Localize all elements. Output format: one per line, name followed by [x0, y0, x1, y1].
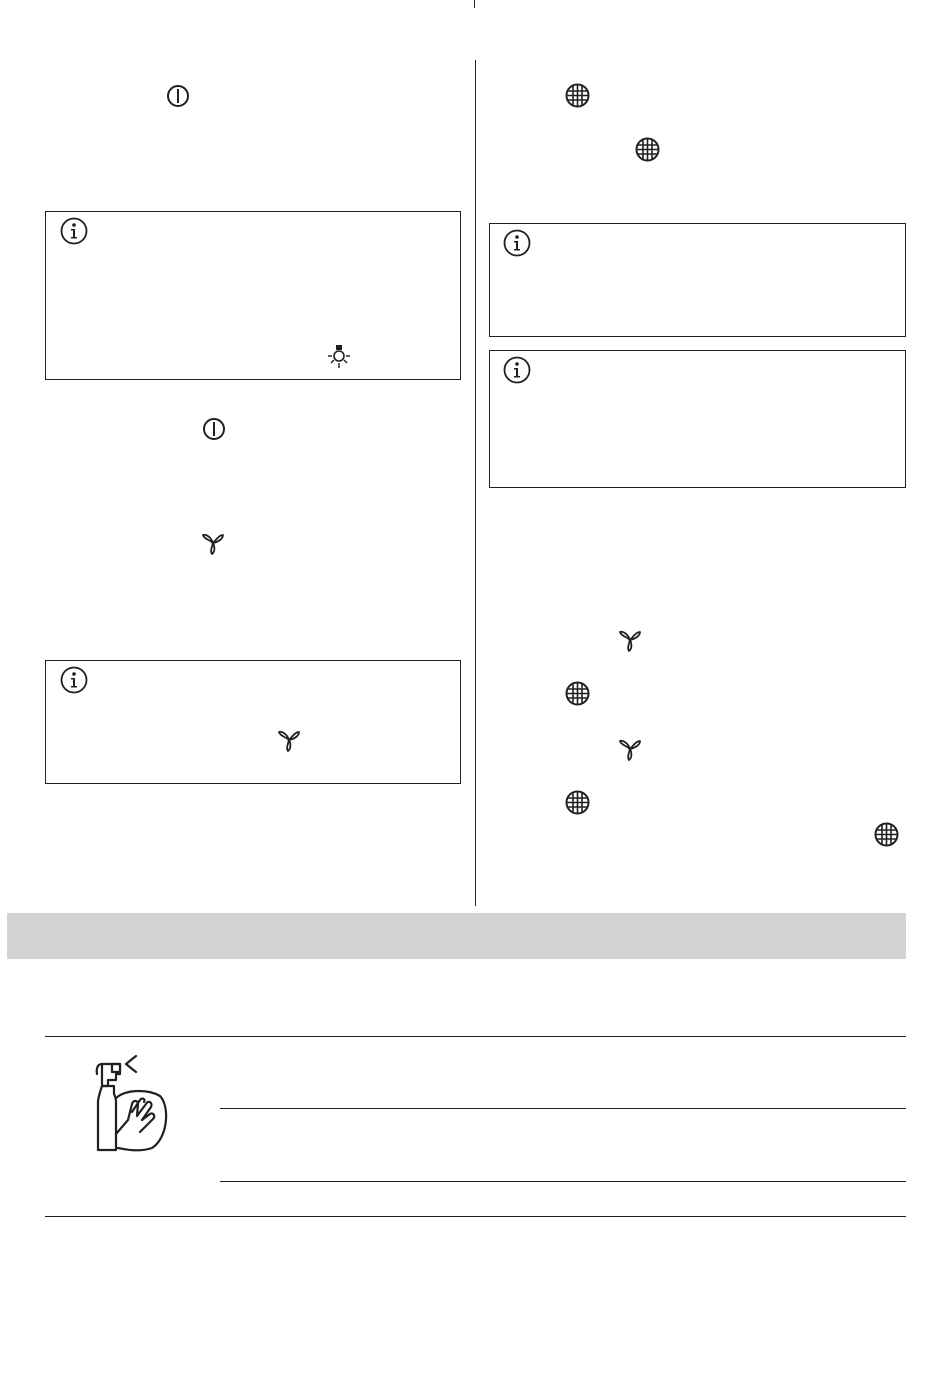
info-icon: [503, 356, 531, 384]
info-icon: [60, 217, 88, 245]
power-icon: [202, 417, 226, 441]
power-icon: [166, 84, 190, 108]
fan-icon: [276, 727, 302, 753]
info-icon: [503, 229, 531, 257]
filter-grid-icon: [565, 83, 590, 108]
fan-icon: [617, 627, 643, 653]
filter-grid-icon: [565, 681, 590, 706]
table-bottom-rule: [45, 1216, 906, 1217]
info-note-box: [45, 660, 461, 784]
filter-grid-icon: [635, 137, 660, 162]
info-icon: [60, 666, 88, 694]
cleaning-spray-icon: [88, 1052, 172, 1154]
table-top-rule: [45, 1036, 906, 1037]
section-heading-band: [7, 913, 906, 959]
info-note-box: [45, 211, 461, 380]
light-icon: [326, 343, 352, 371]
table-row-rule: [220, 1181, 906, 1182]
fan-icon: [200, 530, 226, 556]
column-divider: [475, 60, 476, 906]
table-row-rule: [220, 1108, 906, 1109]
crop-mark: [474, 0, 475, 8]
info-note-box: [489, 223, 906, 337]
info-note-box: [489, 350, 906, 488]
fan-icon: [617, 736, 643, 762]
filter-grid-icon: [874, 822, 899, 847]
filter-grid-icon: [565, 790, 590, 815]
